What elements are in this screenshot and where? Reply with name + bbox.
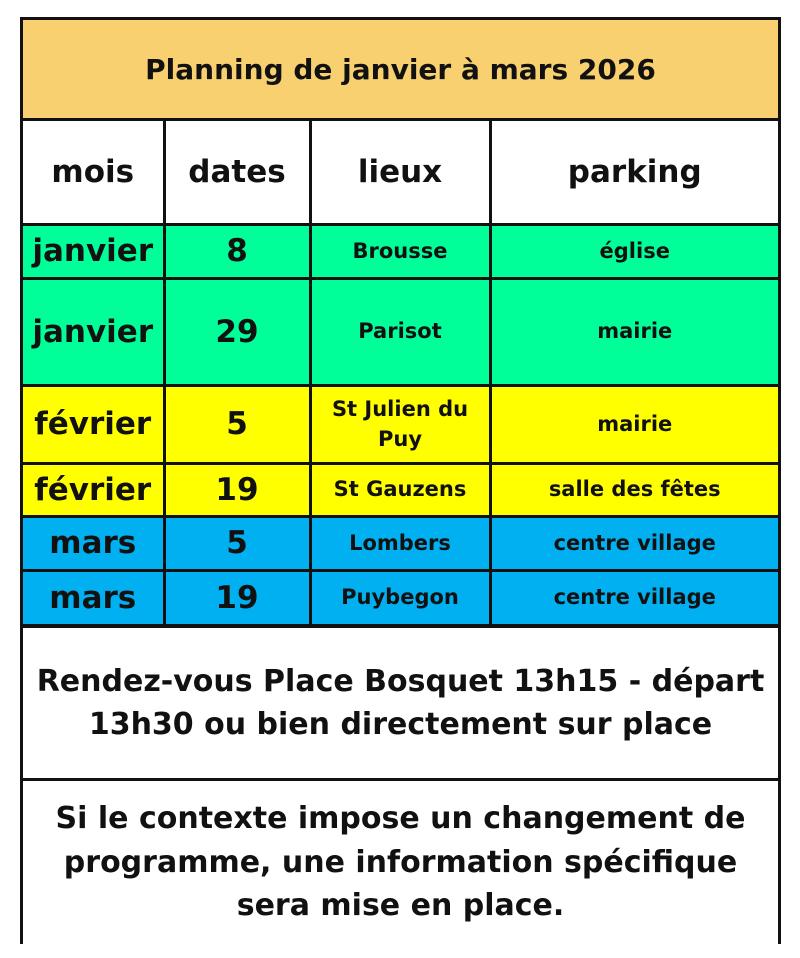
meeting-notice xyxy=(23,625,778,778)
cell-parking: centre village xyxy=(490,516,778,570)
cell-mois: mars xyxy=(23,570,164,625)
table-row xyxy=(23,516,778,570)
cell-lieu: St Julien du Puy xyxy=(310,385,490,463)
cell-date: 8 xyxy=(164,224,310,278)
program-change-notice xyxy=(23,778,778,944)
cell-lieu: Parisot xyxy=(310,278,490,385)
cell-date: 19 xyxy=(164,570,310,625)
cell-date: 5 xyxy=(164,385,310,463)
cell-mois: mars xyxy=(23,516,164,570)
cell-parking: mairie xyxy=(490,278,778,385)
cell-mois: février xyxy=(23,385,164,463)
cell-lieu: Puybegon xyxy=(310,570,490,625)
schedule-poster xyxy=(20,17,781,944)
cell-mois: février xyxy=(23,463,164,516)
table-header-row xyxy=(23,121,778,224)
table-row xyxy=(23,385,778,463)
cell-date: 5 xyxy=(164,516,310,570)
cell-date: 19 xyxy=(164,463,310,516)
cell-mois: janvier xyxy=(23,224,164,278)
meeting-notice-text: Rendez-vous Place Bosquet 13h15 - départ 13h30 ou bien directement sur place xyxy=(36,663,765,742)
cell-parking: église xyxy=(490,224,778,278)
cell-lieu: Brousse xyxy=(310,224,490,278)
cell-parking: salle des fêtes xyxy=(490,463,778,516)
column-header-dates: dates xyxy=(164,121,310,224)
cell-date: 29 xyxy=(164,278,310,385)
column-header-lieux: lieux xyxy=(310,121,490,224)
program-change-notice-text: Si le contexte impose un changement de programme, une information spécifique sera mise en place. xyxy=(55,801,746,924)
column-header-parking: parking xyxy=(490,121,778,224)
table-row xyxy=(23,278,778,385)
cell-lieu: St Gauzens xyxy=(310,463,490,516)
cell-parking: centre village xyxy=(490,570,778,625)
poster-title: Planning de janvier à mars 2026 xyxy=(23,20,778,121)
schedule-table xyxy=(23,121,778,627)
table-row xyxy=(23,224,778,278)
cell-mois: janvier xyxy=(23,278,164,385)
column-header-mois: mois xyxy=(23,121,164,224)
cell-lieu: Lombers xyxy=(310,516,490,570)
table-row xyxy=(23,463,778,516)
table-row xyxy=(23,570,778,625)
cell-parking: mairie xyxy=(490,385,778,463)
